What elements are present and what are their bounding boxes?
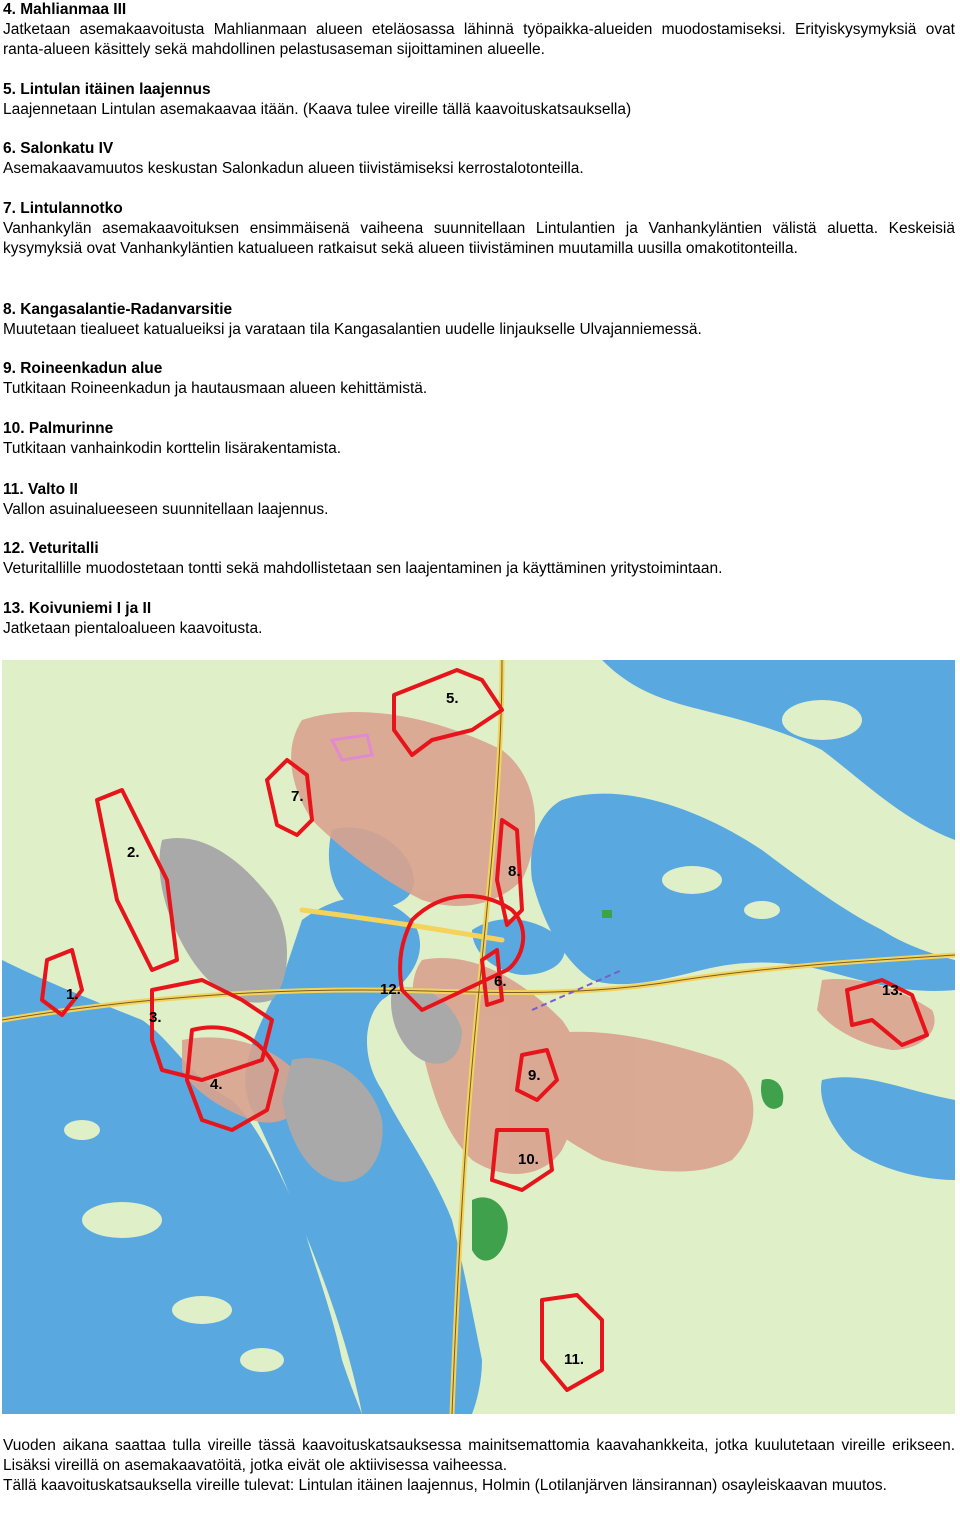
- map-label-9: 9.: [528, 1067, 541, 1084]
- section-text: Vallon asuinalueeseen suunnitellaan laajennus.: [3, 501, 329, 518]
- section-11: [3, 480, 955, 520]
- map-label-7: 7.: [291, 788, 304, 805]
- map-label-2: 2.: [127, 844, 140, 861]
- section-heading: 10. Palmurinne: [3, 420, 114, 437]
- section-heading: 6. Salonkatu IV: [3, 140, 114, 157]
- section-text: Laajennetaan Lintulan asemakaavaa itään. (Kaava tulee vireille tällä kaavoituskatsauksella): [3, 101, 632, 118]
- section-text: Tutkitaan Roineenkadun ja hautausmaan alueen kehittämistä.: [3, 380, 428, 397]
- section-text: Veturitallille muodostetaan tontti sekä mahdollistetaan sen laajentaminen ja käyttäminen yritystoimintaan.: [3, 560, 723, 577]
- map-label-5: 5.: [446, 690, 459, 707]
- section-10: [3, 419, 955, 459]
- section-text: Tutkitaan vanhainkodin korttelin lisärakentamista.: [3, 440, 342, 457]
- section-6: [3, 139, 955, 179]
- forest: [602, 910, 612, 918]
- map-canvas: [2, 660, 955, 1414]
- section-heading: 13. Koivuniemi I ja II: [3, 600, 152, 617]
- map-label-4: 4.: [210, 1076, 223, 1093]
- section-heading: 11. Valto II: [3, 481, 78, 498]
- section-5: [3, 80, 955, 120]
- island: [700, 750, 744, 770]
- section-text: Jatketaan asemakaavoitusta Mahlianmaan alueen eteläosassa lähinnä työpaikka-alueiden muodostamiseksi. Erityiskysymyksiä ovat ranta-alueen käsittely sekä mahdollinen pelastusaseman sijoittaminen alueelle.: [3, 21, 955, 58]
- map-label-12: 12.: [380, 981, 401, 998]
- section-7: [3, 199, 955, 259]
- map-label-6: 6.: [494, 973, 507, 990]
- map-label-11: 11.: [564, 1351, 585, 1368]
- section-12: [3, 539, 955, 579]
- section-heading: 7. Lintulannotko: [3, 200, 123, 217]
- section-8: [3, 300, 955, 340]
- section-heading: 5. Lintulan itäinen laajennus: [3, 81, 211, 98]
- island: [782, 700, 862, 740]
- section-text: Jatketaan pientaloalueen kaavoitusta.: [3, 620, 263, 637]
- section-text: Vanhankylän asemakaavoituksen ensimmäisenä vaiheena suunnitellaan Lintulantien ja Vanhankyläntien välistä aluetta. Keskeisiä kysymyksiä ovat Vanhankyläntien katualueen ratkaisut sekä alueen tiivistäminen muutamilla uusilla omakotitonteilla.: [3, 220, 955, 257]
- island: [662, 866, 722, 894]
- island: [744, 901, 780, 919]
- footer-notes: [3, 1436, 955, 1496]
- section-4: [3, 0, 955, 60]
- section-text: Asemakaavamuutos keskustan Salonkadun alueen tiivistämiseksi kerrostalotonteilla.: [3, 160, 584, 177]
- zoning-map: [2, 660, 955, 1414]
- map-label-13: 13.: [882, 982, 903, 999]
- section-heading: 12. Veturitalli: [3, 540, 99, 557]
- map-label-8: 8.: [508, 863, 521, 880]
- island: [240, 1348, 284, 1372]
- section-9: [3, 359, 955, 399]
- section-text: Muutetaan tiealueet katualueiksi ja varataan tila Kangasalantien uudelle linjaukselle Ulvajanniemessä.: [3, 321, 702, 338]
- island: [64, 1120, 100, 1140]
- section-13: [3, 599, 955, 639]
- section-heading: 4. Mahlianmaa III: [3, 1, 127, 18]
- island: [172, 1296, 232, 1324]
- island: [82, 1202, 162, 1238]
- map-label-10: 10.: [518, 1151, 539, 1168]
- map-label-3: 3.: [149, 1009, 162, 1026]
- map-label-1: 1.: [66, 986, 79, 1003]
- footer-paragraph-2: Tällä kaavoituskatsauksella vireille tulevat: Lintulan itäinen laajennus, Holmin (Lotilanjärven länsirannan) osayleiskaavan muutos.: [3, 1477, 887, 1494]
- footer-paragraph-1: Vuoden aikana saattaa tulla vireille tässä kaavoituskatsauksessa mainitsemattomia kaavahankkeita, jotka kuulutetaan vireille erikseen. Lisäksi vireillä on asemakaavatöitä, jotka eivät ole aktiivisessa vaiheessa.: [3, 1437, 955, 1474]
- section-heading: 9. Roineenkadun alue: [3, 360, 163, 377]
- section-heading: 8. Kangasalantie-Radanvarsitie: [3, 301, 233, 318]
